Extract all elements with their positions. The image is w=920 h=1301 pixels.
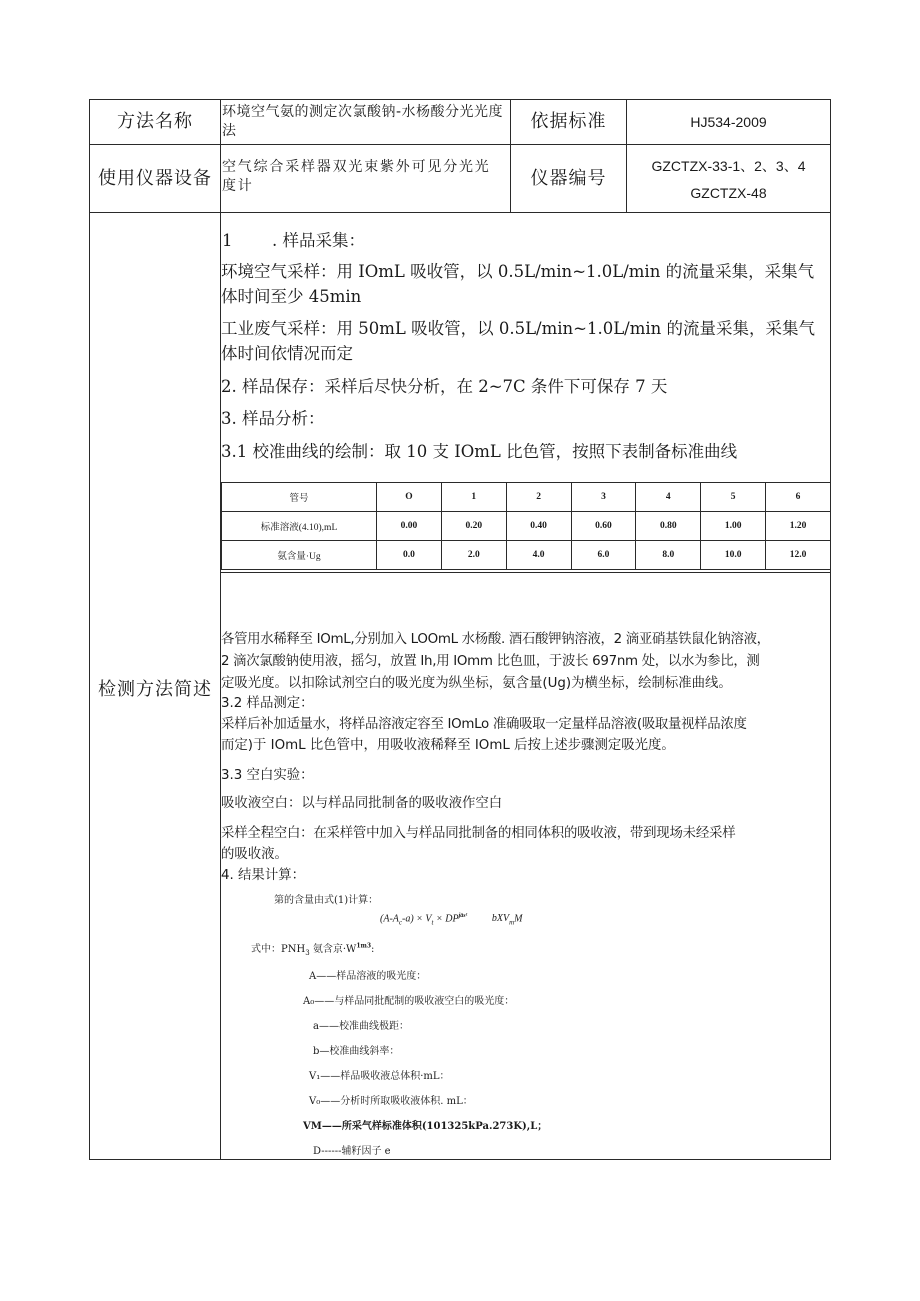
industrial-sampling-line1: 工业废气采样：用 50mL 吸收管，以 0.5L/min~1.0L/min 的流量采集，采集气	[221, 319, 816, 338]
section-2: 2. 样品保存：采样后尽快分析，在 2~7C 条件下可保存 7 天	[221, 377, 668, 396]
section-4-title: 4. 结果计算：	[221, 868, 305, 883]
table-row-label: 标准溶液(4.10),mL	[222, 512, 377, 541]
paragraph-1-line3: 定吸光度。以扣除试剂空白的吸光度为纵坐标，氨含量(Ug)为横坐标，绘制标准曲线。	[221, 676, 732, 691]
definition-item: A₀——与样品同批配制的吸收液空白的吸光度：	[303, 996, 515, 1007]
table-border-below-std	[221, 572, 831, 573]
where-colon: :	[371, 944, 375, 955]
paragraph-1-line2: 2 滴次氯酸钠使用液，摇匀，放置 Ih,用 IOmm 比色皿，于波长 697nm 处，以水为参比，测	[221, 654, 760, 669]
formula-part: × DP	[433, 913, 459, 925]
definition-item: V₁——样品吸收液总体积·mL：	[309, 1071, 450, 1082]
formula-part: M	[514, 913, 523, 925]
table-cell: 0.20	[441, 512, 506, 541]
where-rest: 氨含京·W	[309, 944, 357, 955]
table-row-label: 管号	[222, 483, 377, 512]
table-cell: 2.0	[441, 541, 506, 570]
table-cell: 0.80	[636, 512, 701, 541]
table-cell: 1.20	[766, 512, 831, 541]
table-border-bottom	[89, 1159, 831, 1160]
table-cell: 8.0	[636, 541, 701, 570]
table-cell: 6.0	[571, 541, 636, 570]
table-cell: 0.60	[571, 512, 636, 541]
table-cell: 3	[571, 483, 636, 512]
definition-item: V₀——分析时所取吸收液体积. mL：	[309, 1096, 473, 1107]
definition-item: VM——所采气样标准体积(101325kPa.273K),L；	[303, 1121, 548, 1132]
standard-curve-table	[221, 482, 831, 570]
standard-label: 依据标准	[530, 111, 607, 132]
formula-subscript: c	[398, 918, 402, 927]
where-subscript: 3	[305, 949, 310, 957]
table-cell: 1	[441, 483, 506, 512]
where-prefix: 式中：PNH	[251, 944, 306, 955]
table-row	[222, 512, 831, 541]
table-cell: 1.00	[701, 512, 766, 541]
definition-item: D------辅籽因子 e	[313, 1146, 391, 1157]
method-name-label: 方法名称	[117, 111, 193, 132]
paragraph-2-line1: 采样后补加适量水，将样品溶液定容至 IOmLo 准确吸取一定量样品溶液(吸取量视样品浓度	[221, 717, 747, 732]
paragraph-2-line2: 而定)于 IOmL 比色管中，用吸收液稀释至 IOmL 后按上述步骤测定吸光度。	[221, 738, 675, 753]
blank-full-process-line1: 采样全程空白：在采样管中加入与样品同批制备的相同体积的吸收液，带到现场未经采样	[221, 826, 736, 841]
ambient-sampling-line1: 环境空气采样：用 IOmL 吸收管，以 0.5L/min~1.0L/min 的流量采集，采集气	[221, 262, 815, 281]
formula-part: (A-A	[380, 913, 399, 925]
formula-subscript: t	[431, 918, 434, 927]
section-1-title: . 样品采集：	[272, 231, 365, 250]
definition-item: A——样品溶液的吸光度：	[309, 971, 427, 982]
instrument-no-line1: GZCTZX-33-1、2、3、4	[651, 158, 806, 174]
formula-superscript: jäs¹	[458, 913, 468, 919]
table-cell: 10.0	[701, 541, 766, 570]
table-cell: 4	[636, 483, 701, 512]
industrial-sampling-line2: 体时间依情况而定	[221, 344, 353, 363]
section-3-3-title: 3.3 空白实验：	[221, 768, 314, 783]
paragraph-1-line1: 各管用水稀释至 IOmL,分别加入 LOOmL 水杨酸. 酒石酸钾钠溶液，2 滴亚硝基铁鼠化钠溶液，	[221, 632, 770, 647]
method-name-value: 环境空气氨的测定次氯酸钠-水杨酸分光光度法	[222, 104, 504, 139]
formula	[380, 913, 523, 926]
section-1-number: 1	[222, 231, 233, 250]
ambient-sampling-line2: 体时间至少 45min	[221, 287, 362, 306]
equipment-value: 空气综合采样器双光束紫外可见分光光度计	[222, 159, 491, 194]
section-3: 3. 样品分析：	[221, 409, 325, 428]
definition-item: a——校准曲线极距：	[313, 1021, 409, 1032]
blank-full-process-line2: 的吸收液。	[221, 847, 288, 862]
instrument-no-label: 仪器编号	[530, 168, 607, 189]
definition-item: b—校准曲线斜率：	[313, 1046, 400, 1057]
where-line	[251, 940, 374, 957]
where-superscript: 1m3	[356, 942, 372, 950]
table-row-label: 氨含量·Ug	[222, 541, 377, 570]
equipment-label: 使用仪器设备	[98, 168, 212, 189]
section-3-1: 3.1 校准曲线的绘制：取 10 支 IOmL 比色管，按照下表制备标准曲线	[221, 442, 738, 461]
table-border-row2	[89, 212, 831, 213]
table-cell: 5	[701, 483, 766, 512]
table-cell: 4.0	[506, 541, 571, 570]
formula-part: -a) × V	[402, 913, 432, 925]
table-cell: 0.0	[377, 541, 442, 570]
table-cell: 6	[766, 483, 831, 512]
blank-absorbent: 吸收液空白：以与样品同批制备的吸收液作空白	[221, 796, 503, 811]
table-row	[222, 483, 831, 512]
calc-intro: 第的含量由式(1)计算：	[274, 895, 379, 906]
formula-subscript: m	[509, 918, 515, 927]
detection-label: 检测方法简述	[98, 679, 212, 700]
standard-value: HJ534-2009	[690, 114, 767, 130]
table-cell: 0.40	[506, 512, 571, 541]
formula-part: bXV	[491, 913, 510, 925]
table-cell: 2	[506, 483, 571, 512]
section-3-2-title: 3.2 样品测定：	[221, 696, 314, 711]
table-border-right	[830, 99, 831, 1160]
table-border-left	[89, 99, 90, 1160]
table-row	[222, 541, 831, 570]
table-cell: 0.00	[377, 512, 442, 541]
instrument-no-line2: GZCTZX-48	[690, 185, 767, 201]
table-cell: 12.0	[766, 541, 831, 570]
table-cell: O	[377, 483, 442, 512]
